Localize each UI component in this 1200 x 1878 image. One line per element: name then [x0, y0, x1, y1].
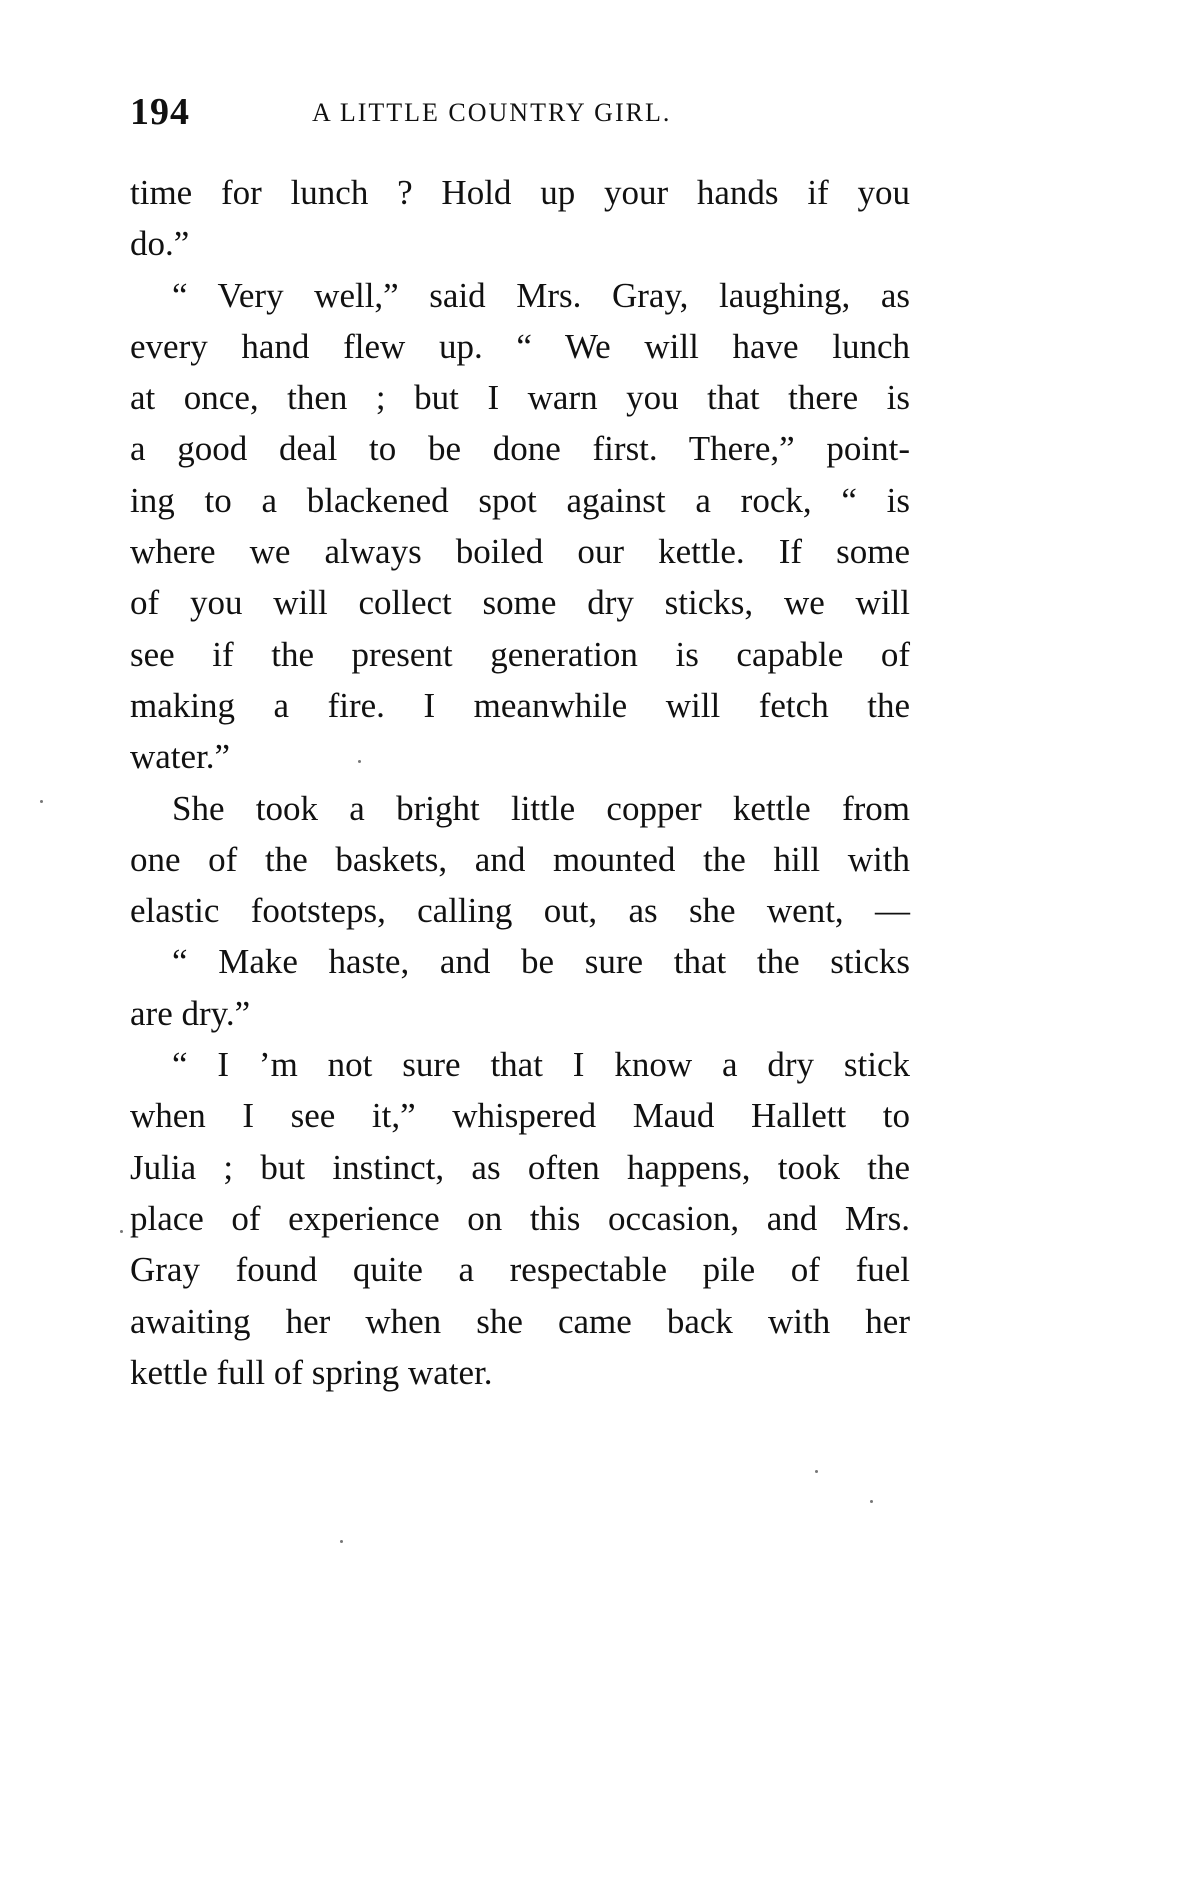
text-line: when I see it,” whispered Maud Hallett to: [130, 1096, 910, 1136]
text-line: kettle full of spring water.: [130, 1352, 493, 1392]
text-line: Julia ; but instinct, as often happens, took the: [130, 1147, 910, 1187]
text-line: one of the baskets, and mounted the hill with: [130, 839, 910, 879]
text-line: do.”: [130, 224, 190, 264]
speck: [340, 1540, 343, 1543]
text-line: time for lunch ? Hold up your hands if you: [130, 173, 910, 212]
speck: [40, 800, 43, 803]
body-text: [130, 167, 910, 1398]
text-line: of you will collect some dry sticks, we will: [130, 583, 910, 623]
speck: [870, 1500, 873, 1503]
text-line: at once, then ; but I warn you that there is: [130, 378, 910, 418]
text-line: elastic footsteps, calling out, as she went, —: [130, 891, 910, 931]
text-line: place of experience on this occasion, and Mrs.: [130, 1198, 910, 1238]
page-header: [130, 90, 910, 150]
running-title: A LITTLE COUNTRY GIRL.: [312, 98, 672, 127]
text-line: “ I ’m not sure that I know a dry stick: [172, 1045, 910, 1085]
text-line: where we always boiled our kettle. If some: [130, 532, 910, 572]
speck: [120, 1230, 123, 1233]
text-line: water.”: [130, 737, 231, 777]
speck: [815, 1470, 818, 1473]
text-line: Gray found quite a respectable pile of fuel: [130, 1250, 910, 1290]
text-line: a good deal to be done first. There,” point-: [130, 429, 910, 469]
text-line: every hand flew up. “ We will have lunch: [130, 326, 910, 366]
text-line: are dry.”: [130, 993, 251, 1033]
text-line: awaiting her when she came back with her: [130, 1301, 910, 1341]
speck: [358, 760, 361, 763]
text-line: see if the present generation is capable of: [130, 634, 910, 674]
page-number: 194: [130, 91, 190, 133]
text-line: “ Very well,” said Mrs. Gray, laughing, as: [172, 275, 910, 315]
text-line: ing to a blackened spot against a rock, “ is: [130, 480, 910, 520]
text-line: She took a bright little copper kettle from: [172, 788, 910, 828]
text-line: “ Make haste, and be sure that the sticks: [172, 942, 910, 982]
text-line: making a fire. I meanwhile will fetch the: [130, 685, 910, 725]
